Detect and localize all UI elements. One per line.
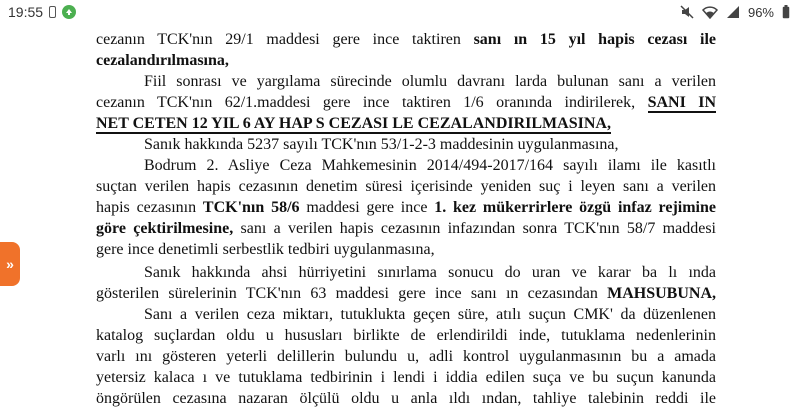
verdict-bold-underlined-cont: NET CETEN 12 YIL 6 AY HAP S CEZASI LE CEZALANDIRILMASINA, bbox=[96, 115, 611, 132]
p5-line2 bbox=[96, 283, 716, 304]
p6-line1: Sanı a verilen ceza miktarı, tutuklukta geçen süre, atılı suçun CMK' da düzenlenen bbox=[144, 306, 716, 323]
p2-line2 bbox=[96, 92, 716, 113]
p2-line1: Fiil sonrası ve yargılama sürecinde olumlu davranı larda bulunan sanı a verilen bbox=[144, 73, 716, 90]
double-chevron-right-icon: » bbox=[6, 256, 14, 272]
status-bar bbox=[0, 0, 800, 24]
p1-line2 bbox=[96, 50, 229, 71]
p6-line4: yetersiz kalaca ı ve tutuklama tedbirinin i lendi i iddia edilen suça ve bu suçun kanunda bbox=[96, 369, 716, 386]
p6-line5: öngörülen cezasına nazaran ölçülü oldu u anla ıldı ından, tahliye talebinin reddi ile bbox=[96, 390, 716, 407]
p6-line3: varlı ını gösteren yeterli delillerin bulundu u, adli kontrol uygulanmasının bu a amada bbox=[96, 348, 716, 365]
battery-icon bbox=[782, 5, 790, 19]
sentence-bold: sanı ın 15 yıl hapis cezası ile bbox=[473, 31, 716, 48]
p4-line5: gere ince denetimli serbestlik tedbiri uygulanmasına, bbox=[96, 241, 435, 258]
regime-bold: 1. kez mükerrirlere özgü infaz rejimine bbox=[434, 199, 716, 216]
p3-line: Sanık hakkında 5237 sayılı TCK'nın 53/1-2-3 maddesinin uygulanmasına, bbox=[144, 136, 619, 153]
app-badge-icon bbox=[62, 5, 76, 19]
status-bar-right bbox=[680, 5, 800, 20]
battery-percent: 96% bbox=[747, 4, 774, 20]
text: hapis cezasının bbox=[96, 199, 203, 216]
text: sanı a verilen hapis cezasının infazından sonra TCK'nın 58/7 maddesi bbox=[233, 220, 717, 237]
status-time: 19:55 bbox=[8, 4, 44, 20]
text: gösterilen sürelerinin TCK'nın 63 maddesi gere ince sanı ın cezasından bbox=[96, 285, 608, 302]
mute-icon bbox=[680, 5, 694, 19]
signal-icon bbox=[726, 5, 740, 19]
p4-line2: suçtan verilen hapis cezasının denetim süresi içerisinde yeniden suç i leyen sanı a verilen bbox=[96, 178, 716, 195]
p1-line1 bbox=[96, 29, 716, 50]
p4-line4 bbox=[96, 218, 716, 239]
p4-line3 bbox=[96, 197, 716, 218]
phone-icon bbox=[49, 6, 56, 18]
p2-line3 bbox=[96, 113, 611, 134]
sentence-bold-cont: cezalandırılmasına, bbox=[96, 52, 229, 69]
regime-bold-cont: göre çektirilmesine, bbox=[96, 220, 234, 237]
text: cezanın TCK'nın 62/1.maddesi gere ince taktiren 1/6 oranında indirilerek, bbox=[96, 94, 648, 111]
verdict-bold-underlined: SANI IN bbox=[647, 94, 716, 111]
text: cezanın TCK'nın 29/1 maddesi gere ince taktiren bbox=[96, 31, 474, 48]
status-bar-left bbox=[0, 4, 76, 20]
p4-line1: Bodrum 2. Asliye Ceza Mahkemesinin 2014/494-2017/164 sayılı ilamı ile kasıtlı bbox=[144, 157, 716, 174]
side-drawer-tab[interactable] bbox=[0, 242, 20, 286]
p6-line2: katalog suçlardan oldu u hususları birlikte de erlendirildi inde, tutuklama nedenlerinin bbox=[96, 327, 716, 344]
law-ref-bold: TCK'nın 58/6 bbox=[202, 199, 300, 216]
text: maddesi gere ince bbox=[299, 199, 435, 216]
p5-line1: Sanık hakkında ahsi hürriyetini sınırlama sonucu do uran ve karar ba lı ında bbox=[144, 264, 716, 281]
wifi-icon bbox=[702, 5, 718, 19]
mahsubuna-bold: MAHSUBUNA, bbox=[607, 285, 716, 302]
